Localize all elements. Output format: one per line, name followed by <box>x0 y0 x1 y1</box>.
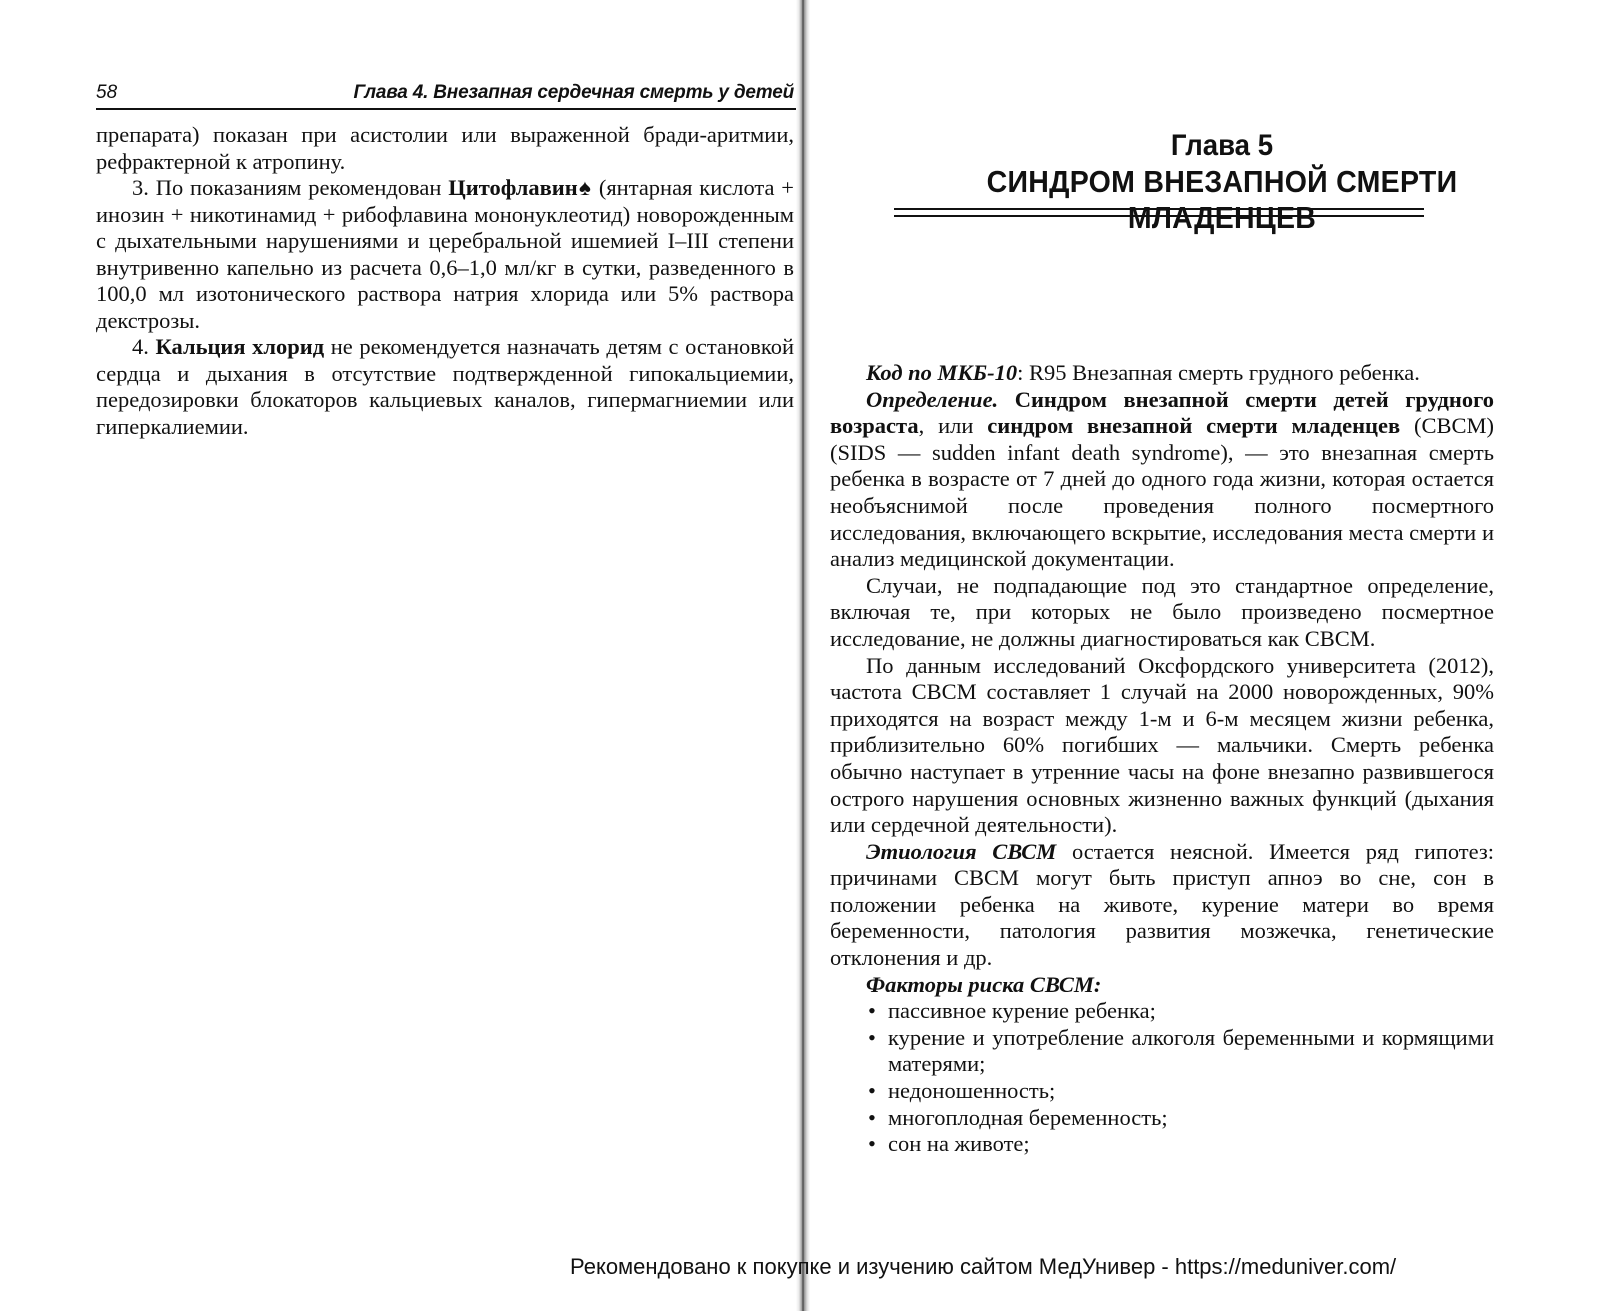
paragraph-lead: 3. По показаниям рекомендован <box>132 175 449 200</box>
page-number: 58 <box>96 82 118 103</box>
heading-double-rule <box>894 208 1424 217</box>
etiology-paragraph <box>830 839 1494 972</box>
paragraph-text: не рекомендуется назначать детям с остановкой сердца и дыхания в отсутствие подтвержденной гипокальциемии, передозировки блокаторов кальциевых каналов, гипермагниемии или гиперкалиемии. <box>96 334 794 439</box>
etiology-text: остается неясной. Имеется ряд гипотез: причинами СВСМ могут быть приступ апноэ во сне, сон в положении ребенка на животе, курение матери во время беременности, патология развития мозжечка, генетические отклонения и др. <box>830 838 1494 971</box>
paragraph <box>96 334 794 440</box>
definition-connector: , или <box>918 413 988 439</box>
drug-name: Цитофлавин♠ <box>448 175 593 200</box>
list-item: • курение и употребление алкоголя беременными и кормящими матерями; <box>830 1025 1494 1078</box>
definition-term-alt: синдром внезапной смерти младенцев <box>987 413 1401 439</box>
drug-name: Кальция хлорид <box>155 334 325 359</box>
list-item: • пассивное курение ребенка; <box>830 998 1494 1025</box>
icd-label: Код по МКБ-10 <box>866 360 1018 385</box>
paragraph-text: препарата) показан при асистолии или выраженной бради-аритмии, рефрактерной к атропину. <box>96 122 794 174</box>
list-item: • недоношенность; <box>830 1078 1494 1105</box>
statistics-paragraph: По данным исследований Оксфордского университета (2012), частота СВСМ составляет 1 случай на 2000 новорожденных, 90% приходятся на возраст между 1-м и 6-м месяцем жизни ребенка, приблизительно 60% погибших — мальчики. Смерть ребенка обычно наступает в утренние часы на фоне внезапно развившегося острого нарушения основных жизненно важных функций (дыхания или сердечной деятельности). <box>830 652 1494 838</box>
cases-paragraph: Случаи, не подпадающие под это стандартное определение, включая те, при которых не было произведено посмертное исследование, не должны диагностироваться как СВСМ. <box>830 572 1494 651</box>
definition-label: Определение. <box>866 386 999 412</box>
risk-factors-heading: Факторы риска СВСМ: <box>866 971 1102 997</box>
right-page <box>808 0 1600 1311</box>
watermark-link-text: Рекомендовано к покупке и изучению сайтом МедУнивер - https://meduniver.com/ <box>570 1254 1397 1279</box>
icd-code-paragraph <box>830 360 1494 387</box>
etiology-label: Этиология СВСМ <box>866 838 1057 864</box>
paragraph-text: (янтарная кислота + инозин + никотинамид + рибофлавина мононуклеотид) новорожденным с дыхательными нарушениями и церебральной ишемией I–III степени внутривенно капельно из расчета 0,6–1,0 мл/кг в сутки, разведенного в 100,0 мл изотонического раствора натрия хлорида или 5% раствора декстрозы. <box>96 175 795 333</box>
running-head <box>96 76 796 110</box>
left-body-text <box>96 122 794 440</box>
right-body-text <box>830 360 1494 1158</box>
icd-text: : R95 Внезапная смерть грудного ребенка. <box>1017 360 1420 385</box>
chapter-heading <box>918 128 1525 236</box>
paragraph <box>96 175 794 334</box>
running-chapter-title: Глава 4. Внезапная сердечная смерть у детей <box>353 82 794 103</box>
risk-factors-list <box>830 998 1494 1158</box>
chapter-title: СИНДРОМ ВНЕЗАПНОЙ СМЕРТИ МЛАДЕНЦЕВ <box>986 164 1458 235</box>
list-item: • сон на животе; <box>830 1131 1494 1158</box>
definition-text: (СВСМ) (SIDS — sudden infant death syndrome), — это внезапная смерть ребенка в возрасте от 7 дней до одного года жизни, которая остается необъяснимой после проведения полного посмертного исследования, включающего вскрытие, исследования места смерти и анализ медицинской документации. <box>830 413 1494 572</box>
paragraph <box>96 122 794 175</box>
definition-term: Синдром внезапной смерти детей грудного возраста <box>830 386 1494 439</box>
list-item: • многоплодная беременность; <box>830 1105 1494 1132</box>
chapter-label: Глава 5 <box>1170 129 1274 162</box>
definition-paragraph <box>830 387 1494 573</box>
paragraph-lead: 4. <box>132 334 156 359</box>
